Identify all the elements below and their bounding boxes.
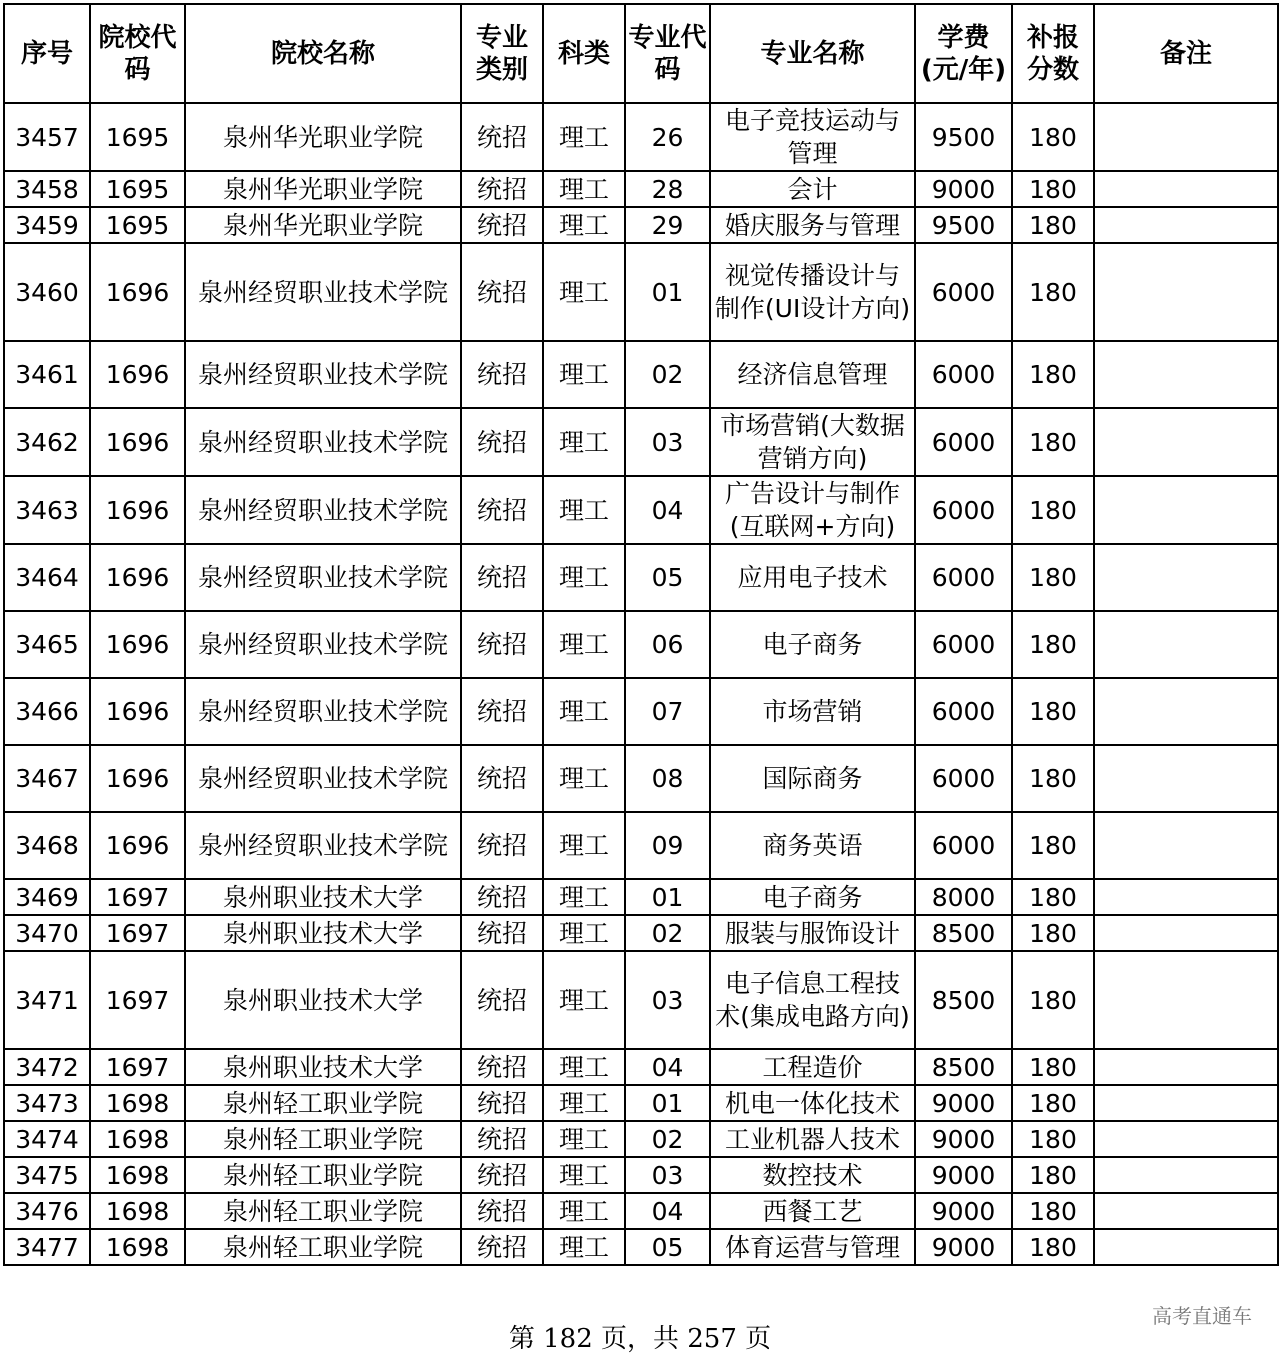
cell-major-type: 统招	[461, 1085, 543, 1121]
table-row	[4, 1193, 1278, 1229]
cell-major-code: 09	[625, 812, 710, 879]
cell-school-name: 泉州经贸职业技术学院	[185, 745, 461, 812]
cell-school-code: 1696	[90, 678, 185, 745]
cell-major-code: 01	[625, 879, 710, 915]
cell-seq: 3458	[4, 171, 90, 207]
cell-school-name: 泉州轻工职业学院	[185, 1193, 461, 1229]
cell-major-code: 04	[625, 476, 710, 544]
cell-major-name: 婚庆服务与管理	[710, 207, 915, 243]
cell-school-name: 泉州华光职业学院	[185, 103, 461, 171]
cell-school-code: 1696	[90, 341, 185, 408]
cell-school-code: 1695	[90, 207, 185, 243]
cell-tuition: 8500	[915, 915, 1012, 951]
cell-school-code: 1697	[90, 915, 185, 951]
cell-category: 理工	[543, 476, 625, 544]
cell-category: 理工	[543, 243, 625, 341]
cell-school-code: 1697	[90, 879, 185, 915]
cell-score: 180	[1012, 171, 1094, 207]
cell-major-type: 统招	[461, 1157, 543, 1193]
cell-category: 理工	[543, 103, 625, 171]
cell-school-code: 1697	[90, 951, 185, 1049]
cell-remark	[1094, 408, 1278, 476]
cell-major-code: 02	[625, 341, 710, 408]
cell-seq: 3471	[4, 951, 90, 1049]
table-row	[4, 103, 1278, 171]
cell-category: 理工	[543, 341, 625, 408]
table-row	[4, 812, 1278, 879]
table-row	[4, 1157, 1278, 1193]
cell-tuition: 6000	[915, 812, 1012, 879]
cell-tuition: 6000	[915, 341, 1012, 408]
cell-major-name: 会计	[710, 171, 915, 207]
cell-school-code: 1696	[90, 812, 185, 879]
cell-seq: 3473	[4, 1085, 90, 1121]
cell-major-code: 07	[625, 678, 710, 745]
cell-remark	[1094, 951, 1278, 1049]
header-major-name: 专业名称	[710, 4, 915, 103]
cell-seq: 3476	[4, 1193, 90, 1229]
table-row	[4, 1121, 1278, 1157]
table-row	[4, 544, 1278, 611]
cell-major-code: 26	[625, 103, 710, 171]
cell-major-type: 统招	[461, 207, 543, 243]
table-row	[4, 207, 1278, 243]
cell-major-name: 服装与服饰设计	[710, 915, 915, 951]
cell-school-name: 泉州经贸职业技术学院	[185, 341, 461, 408]
cell-score: 180	[1012, 544, 1094, 611]
cell-major-name: 电子信息工程技术(集成电路方向)	[710, 951, 915, 1049]
cell-tuition: 6000	[915, 544, 1012, 611]
cell-score: 180	[1012, 1049, 1094, 1085]
cell-seq: 3467	[4, 745, 90, 812]
cell-score: 180	[1012, 476, 1094, 544]
cell-major-name: 市场营销	[710, 678, 915, 745]
cell-major-code: 08	[625, 745, 710, 812]
cell-tuition: 6000	[915, 476, 1012, 544]
cell-remark	[1094, 1229, 1278, 1265]
cell-remark	[1094, 103, 1278, 171]
cell-score: 180	[1012, 611, 1094, 678]
cell-school-name: 泉州职业技术大学	[185, 1049, 461, 1085]
cell-school-name: 泉州职业技术大学	[185, 879, 461, 915]
cell-remark	[1094, 812, 1278, 879]
cell-category: 理工	[543, 1157, 625, 1193]
cell-major-type: 统招	[461, 243, 543, 341]
cell-school-code: 1698	[90, 1193, 185, 1229]
cell-major-name: 电子商务	[710, 611, 915, 678]
cell-major-type: 统招	[461, 1229, 543, 1265]
cell-category: 理工	[543, 879, 625, 915]
cell-major-name: 数控技术	[710, 1157, 915, 1193]
cell-major-type: 统招	[461, 915, 543, 951]
cell-school-name: 泉州华光职业学院	[185, 207, 461, 243]
cell-category: 理工	[543, 1121, 625, 1157]
cell-school-code: 1698	[90, 1229, 185, 1265]
cell-score: 180	[1012, 678, 1094, 745]
cell-remark	[1094, 341, 1278, 408]
cell-category: 理工	[543, 544, 625, 611]
cell-major-code: 01	[625, 1085, 710, 1121]
cell-major-type: 统招	[461, 1121, 543, 1157]
cell-major-type: 统招	[461, 341, 543, 408]
cell-category: 理工	[543, 207, 625, 243]
cell-major-code: 05	[625, 544, 710, 611]
cell-major-name: 体育运营与管理	[710, 1229, 915, 1265]
cell-major-code: 02	[625, 915, 710, 951]
cell-school-name: 泉州经贸职业技术学院	[185, 812, 461, 879]
cell-major-code: 03	[625, 1157, 710, 1193]
cell-major-name: 工业机器人技术	[710, 1121, 915, 1157]
cell-remark	[1094, 544, 1278, 611]
cell-tuition: 6000	[915, 745, 1012, 812]
cell-seq: 3466	[4, 678, 90, 745]
cell-seq: 3464	[4, 544, 90, 611]
table-row	[4, 879, 1278, 915]
cell-tuition: 9000	[915, 1085, 1012, 1121]
cell-major-type: 统招	[461, 544, 543, 611]
cell-major-name: 广告设计与制作(互联网+方向)	[710, 476, 915, 544]
cell-category: 理工	[543, 678, 625, 745]
cell-major-code: 06	[625, 611, 710, 678]
header-score: 补报分数	[1012, 4, 1094, 103]
cell-major-name: 电子商务	[710, 879, 915, 915]
table-row	[4, 1049, 1278, 1085]
cell-score: 180	[1012, 1085, 1094, 1121]
cell-major-type: 统招	[461, 476, 543, 544]
cell-score: 180	[1012, 879, 1094, 915]
cell-remark	[1094, 611, 1278, 678]
cell-major-code: 28	[625, 171, 710, 207]
header-row	[4, 4, 1278, 103]
cell-category: 理工	[543, 171, 625, 207]
cell-school-name: 泉州经贸职业技术学院	[185, 476, 461, 544]
admission-table	[3, 3, 1279, 1266]
cell-school-code: 1696	[90, 745, 185, 812]
watermark-brand: 高考直通车	[1152, 1304, 1252, 1328]
cell-school-name: 泉州经贸职业技术学院	[185, 678, 461, 745]
cell-category: 理工	[543, 611, 625, 678]
cell-score: 180	[1012, 915, 1094, 951]
cell-school-code: 1696	[90, 476, 185, 544]
cell-school-code: 1698	[90, 1121, 185, 1157]
cell-category: 理工	[543, 1229, 625, 1265]
cell-score: 180	[1012, 1193, 1094, 1229]
cell-remark	[1094, 745, 1278, 812]
cell-major-type: 统招	[461, 103, 543, 171]
cell-remark	[1094, 207, 1278, 243]
header-school-code: 院校代码	[90, 4, 185, 103]
cell-tuition: 9000	[915, 1121, 1012, 1157]
cell-seq: 3474	[4, 1121, 90, 1157]
cell-score: 180	[1012, 207, 1094, 243]
cell-major-code: 03	[625, 408, 710, 476]
cell-major-name: 工程造价	[710, 1049, 915, 1085]
cell-major-type: 统招	[461, 879, 543, 915]
cell-school-code: 1696	[90, 243, 185, 341]
cell-score: 180	[1012, 812, 1094, 879]
cell-major-code: 01	[625, 243, 710, 341]
table-row	[4, 678, 1278, 745]
table-row	[4, 476, 1278, 544]
cell-major-code: 02	[625, 1121, 710, 1157]
table-body	[4, 103, 1278, 1265]
cell-major-type: 统招	[461, 1049, 543, 1085]
cell-school-name: 泉州经贸职业技术学院	[185, 408, 461, 476]
cell-category: 理工	[543, 915, 625, 951]
cell-school-name: 泉州职业技术大学	[185, 951, 461, 1049]
header-major-code: 专业代码	[625, 4, 710, 103]
cell-tuition: 9000	[915, 171, 1012, 207]
cell-major-type: 统招	[461, 1193, 543, 1229]
cell-major-name: 市场营销(大数据营销方向)	[710, 408, 915, 476]
cell-category: 理工	[543, 745, 625, 812]
cell-remark	[1094, 915, 1278, 951]
cell-remark	[1094, 1157, 1278, 1193]
cell-major-name: 西餐工艺	[710, 1193, 915, 1229]
header-seq: 序号	[4, 4, 90, 103]
cell-tuition: 9000	[915, 1157, 1012, 1193]
cell-major-name: 机电一体化技术	[710, 1085, 915, 1121]
cell-seq: 3459	[4, 207, 90, 243]
cell-tuition: 9500	[915, 207, 1012, 243]
cell-seq: 3472	[4, 1049, 90, 1085]
cell-major-name: 电子竞技运动与管理	[710, 103, 915, 171]
cell-score: 180	[1012, 1229, 1094, 1265]
cell-category: 理工	[543, 1049, 625, 1085]
cell-tuition: 8500	[915, 951, 1012, 1049]
cell-major-code: 29	[625, 207, 710, 243]
cell-major-code: 05	[625, 1229, 710, 1265]
cell-school-name: 泉州轻工职业学院	[185, 1229, 461, 1265]
cell-remark	[1094, 1085, 1278, 1121]
cell-score: 180	[1012, 745, 1094, 812]
header-major-type: 专业类别	[461, 4, 543, 103]
cell-school-code: 1696	[90, 544, 185, 611]
cell-major-name: 应用电子技术	[710, 544, 915, 611]
cell-score: 180	[1012, 1157, 1094, 1193]
cell-major-name: 经济信息管理	[710, 341, 915, 408]
cell-tuition: 6000	[915, 611, 1012, 678]
table-row	[4, 915, 1278, 951]
cell-school-name: 泉州经贸职业技术学院	[185, 243, 461, 341]
page-number: 第 182 页，共 257 页	[508, 1324, 772, 1354]
header-school-name: 院校名称	[185, 4, 461, 103]
cell-category: 理工	[543, 1085, 625, 1121]
cell-category: 理工	[543, 1193, 625, 1229]
cell-seq: 3463	[4, 476, 90, 544]
cell-major-type: 统招	[461, 611, 543, 678]
cell-remark	[1094, 171, 1278, 207]
cell-major-name: 国际商务	[710, 745, 915, 812]
cell-tuition: 8500	[915, 1049, 1012, 1085]
cell-remark	[1094, 243, 1278, 341]
cell-major-code: 04	[625, 1193, 710, 1229]
cell-remark	[1094, 1193, 1278, 1229]
cell-school-code: 1698	[90, 1085, 185, 1121]
cell-score: 180	[1012, 1121, 1094, 1157]
cell-major-type: 统招	[461, 678, 543, 745]
cell-score: 180	[1012, 951, 1094, 1049]
cell-score: 180	[1012, 103, 1094, 171]
cell-seq: 3470	[4, 915, 90, 951]
header-remark: 备注	[1094, 4, 1278, 103]
cell-tuition: 6000	[915, 408, 1012, 476]
header-tuition: 学费(元/年)	[915, 4, 1012, 103]
cell-seq: 3468	[4, 812, 90, 879]
cell-remark	[1094, 879, 1278, 915]
cell-major-code: 04	[625, 1049, 710, 1085]
cell-tuition: 6000	[915, 678, 1012, 745]
table-row	[4, 243, 1278, 341]
cell-seq: 3475	[4, 1157, 90, 1193]
cell-school-code: 1695	[90, 171, 185, 207]
cell-seq: 3462	[4, 408, 90, 476]
cell-score: 180	[1012, 243, 1094, 341]
cell-school-code: 1697	[90, 1049, 185, 1085]
cell-school-name: 泉州华光职业学院	[185, 171, 461, 207]
cell-tuition: 9000	[915, 1193, 1012, 1229]
cell-major-type: 统招	[461, 812, 543, 879]
cell-remark	[1094, 1121, 1278, 1157]
cell-seq: 3460	[4, 243, 90, 341]
cell-tuition: 9000	[915, 1229, 1012, 1265]
cell-remark	[1094, 678, 1278, 745]
table-row	[4, 408, 1278, 476]
cell-school-name: 泉州轻工职业学院	[185, 1121, 461, 1157]
cell-major-code: 03	[625, 951, 710, 1049]
cell-school-name: 泉州经贸职业技术学院	[185, 611, 461, 678]
table-row	[4, 1229, 1278, 1265]
cell-major-type: 统招	[461, 408, 543, 476]
cell-score: 180	[1012, 341, 1094, 408]
cell-seq: 3477	[4, 1229, 90, 1265]
cell-seq: 3461	[4, 341, 90, 408]
cell-remark	[1094, 476, 1278, 544]
cell-school-code: 1696	[90, 408, 185, 476]
table-row	[4, 1085, 1278, 1121]
cell-major-type: 统招	[461, 951, 543, 1049]
cell-school-name: 泉州职业技术大学	[185, 915, 461, 951]
table-row	[4, 951, 1278, 1049]
cell-category: 理工	[543, 408, 625, 476]
cell-tuition: 9500	[915, 103, 1012, 171]
table-row	[4, 171, 1278, 207]
cell-major-name: 视觉传播设计与制作(UI设计方向)	[710, 243, 915, 341]
cell-school-name: 泉州轻工职业学院	[185, 1085, 461, 1121]
cell-school-code: 1696	[90, 611, 185, 678]
cell-major-type: 统招	[461, 171, 543, 207]
cell-category: 理工	[543, 812, 625, 879]
table-row	[4, 745, 1278, 812]
cell-seq: 3465	[4, 611, 90, 678]
cell-tuition: 8000	[915, 879, 1012, 915]
cell-remark	[1094, 1049, 1278, 1085]
cell-category: 理工	[543, 951, 625, 1049]
cell-school-code: 1698	[90, 1157, 185, 1193]
table-row	[4, 611, 1278, 678]
cell-tuition: 6000	[915, 243, 1012, 341]
cell-school-name: 泉州轻工职业学院	[185, 1157, 461, 1193]
cell-school-name: 泉州经贸职业技术学院	[185, 544, 461, 611]
table-row	[4, 341, 1278, 408]
cell-score: 180	[1012, 408, 1094, 476]
cell-major-name: 商务英语	[710, 812, 915, 879]
header-category: 科类	[543, 4, 625, 103]
cell-seq: 3457	[4, 103, 90, 171]
cell-major-type: 统招	[461, 745, 543, 812]
cell-school-code: 1695	[90, 103, 185, 171]
cell-seq: 3469	[4, 879, 90, 915]
